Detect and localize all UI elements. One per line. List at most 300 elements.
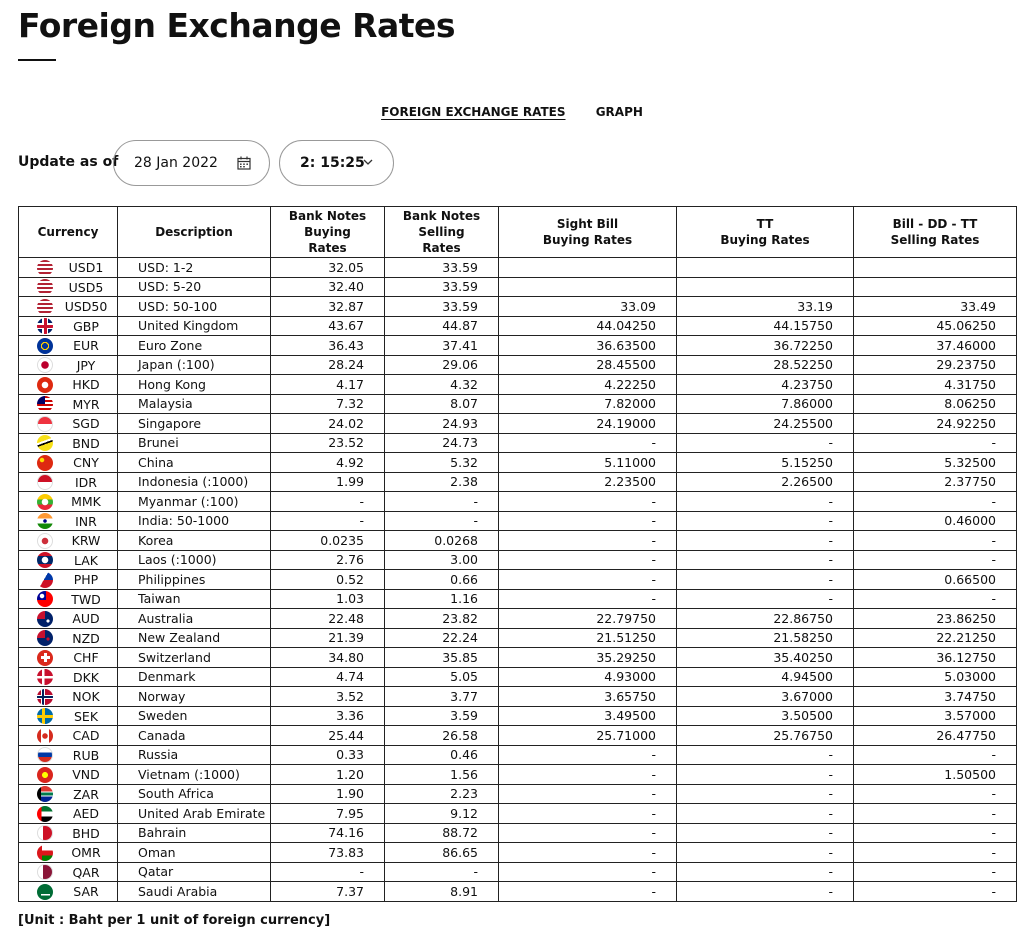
title-underline bbox=[18, 59, 56, 61]
currency-code: KRW bbox=[71, 533, 101, 548]
cell-sight-bill-buying: 5.11000 bbox=[499, 453, 677, 473]
update-label: Update as of bbox=[18, 154, 119, 170]
header-tt-buying: TT Buying Rates bbox=[677, 207, 854, 258]
cell-bill-dd-tt-selling: 8.06250 bbox=[854, 394, 1017, 414]
currency-code: AUD bbox=[72, 611, 100, 626]
table-body bbox=[19, 258, 1017, 902]
us-flag-icon bbox=[37, 299, 53, 315]
cell-tt-buying: 4.23750 bbox=[677, 375, 854, 395]
cell-bank-notes-selling: 88.72 bbox=[385, 823, 499, 843]
cell-bank-notes-selling: 5.05 bbox=[385, 667, 499, 687]
table-row bbox=[19, 316, 1017, 336]
cell-description: Russia bbox=[118, 745, 271, 765]
currency-code: ZAR bbox=[73, 786, 99, 802]
cell-bank-notes-buying: 1.99 bbox=[271, 472, 385, 492]
cell-bill-dd-tt-selling: 29.23750 bbox=[854, 355, 1017, 375]
cell-description: Sweden bbox=[118, 706, 271, 726]
view-tabs bbox=[0, 105, 1024, 119]
cell-bank-notes-selling: 22.24 bbox=[385, 628, 499, 648]
cell-bank-notes-buying: 22.48 bbox=[271, 609, 385, 629]
cell-bill-dd-tt-selling: - bbox=[854, 531, 1017, 551]
cell-description: India: 50-1000 bbox=[118, 511, 271, 531]
cell-currency bbox=[19, 531, 118, 551]
cell-bank-notes-selling: - bbox=[385, 862, 499, 882]
cell-bill-dd-tt-selling: - bbox=[854, 804, 1017, 824]
table-row bbox=[19, 843, 1017, 863]
cell-bank-notes-buying: 2.76 bbox=[271, 550, 385, 570]
cell-bank-notes-buying: 21.39 bbox=[271, 628, 385, 648]
cell-currency bbox=[19, 804, 118, 824]
cell-bank-notes-buying: 73.83 bbox=[271, 843, 385, 863]
unit-note: [Unit : Baht per 1 unit of foreign currency] bbox=[18, 913, 331, 928]
currency-code: MMK bbox=[71, 494, 101, 509]
currency-code: CAD bbox=[72, 728, 100, 743]
cell-bank-notes-buying: 7.95 bbox=[271, 804, 385, 824]
cell-sight-bill-buying: 33.09 bbox=[499, 297, 677, 317]
table-row bbox=[19, 531, 1017, 551]
cell-bill-dd-tt-selling: - bbox=[854, 823, 1017, 843]
cell-tt-buying bbox=[677, 258, 854, 278]
cell-bank-notes-buying: 4.74 bbox=[271, 667, 385, 687]
cell-currency bbox=[19, 843, 118, 863]
cell-currency bbox=[19, 355, 118, 375]
cell-bank-notes-buying: 24.02 bbox=[271, 414, 385, 434]
table-row bbox=[19, 453, 1017, 473]
header-bank-notes-selling: Bank Notes Selling Rates bbox=[385, 207, 499, 258]
cell-currency bbox=[19, 628, 118, 648]
cell-currency bbox=[19, 765, 118, 785]
cell-bill-dd-tt-selling: - bbox=[854, 492, 1017, 512]
cell-tt-buying: 25.76750 bbox=[677, 726, 854, 746]
cell-currency bbox=[19, 589, 118, 609]
cell-tt-buying: - bbox=[677, 843, 854, 863]
currency-code: BND bbox=[72, 435, 100, 451]
currency-code: INR bbox=[75, 513, 97, 529]
cell-tt-buying: 36.72250 bbox=[677, 336, 854, 356]
cell-bill-dd-tt-selling: 22.21250 bbox=[854, 628, 1017, 648]
cell-bank-notes-buying: 32.87 bbox=[271, 297, 385, 317]
cell-sight-bill-buying: 28.45500 bbox=[499, 355, 677, 375]
cell-currency bbox=[19, 433, 118, 453]
currency-code: CHF bbox=[73, 650, 99, 665]
cell-description: Japan (:100) bbox=[118, 355, 271, 375]
no-flag-icon bbox=[37, 689, 53, 705]
eu-flag-icon bbox=[37, 338, 53, 354]
cell-bill-dd-tt-selling: 1.50500 bbox=[854, 765, 1017, 785]
cell-tt-buying: 35.40250 bbox=[677, 648, 854, 668]
table-row bbox=[19, 394, 1017, 414]
om-flag-icon bbox=[37, 845, 53, 861]
cell-sight-bill-buying: 25.71000 bbox=[499, 726, 677, 746]
jp-flag-icon bbox=[37, 357, 53, 373]
au-flag-icon bbox=[37, 611, 53, 627]
cell-bank-notes-selling: 9.12 bbox=[385, 804, 499, 824]
cell-bank-notes-buying: 1.03 bbox=[271, 589, 385, 609]
cell-bill-dd-tt-selling: 37.46000 bbox=[854, 336, 1017, 356]
cell-currency bbox=[19, 472, 118, 492]
table-row bbox=[19, 687, 1017, 707]
cell-description: United Kingdom bbox=[118, 316, 271, 336]
cell-bank-notes-selling: 23.82 bbox=[385, 609, 499, 629]
cell-tt-buying bbox=[677, 277, 854, 297]
table-row bbox=[19, 472, 1017, 492]
cell-bank-notes-buying: 0.33 bbox=[271, 745, 385, 765]
cell-currency bbox=[19, 316, 118, 336]
cell-tt-buying: 21.58250 bbox=[677, 628, 854, 648]
cell-tt-buying: 22.86750 bbox=[677, 609, 854, 629]
cell-bill-dd-tt-selling: - bbox=[854, 433, 1017, 453]
tab-graph[interactable]: GRAPH bbox=[595, 105, 643, 119]
cell-tt-buying: 28.52250 bbox=[677, 355, 854, 375]
currency-code: EUR bbox=[73, 338, 99, 353]
cell-description: Oman bbox=[118, 843, 271, 863]
cell-sight-bill-buying: - bbox=[499, 570, 677, 590]
table-row bbox=[19, 745, 1017, 765]
cell-tt-buying: - bbox=[677, 765, 854, 785]
date-picker[interactable] bbox=[113, 140, 270, 186]
currency-code: RUB bbox=[72, 747, 100, 763]
bh-flag-icon bbox=[37, 825, 53, 841]
cell-description: Brunei bbox=[118, 433, 271, 453]
cell-currency bbox=[19, 667, 118, 687]
ae-flag-icon bbox=[37, 806, 53, 822]
currency-code: MYR bbox=[72, 396, 100, 412]
table-row bbox=[19, 550, 1017, 570]
cell-sight-bill-buying: 36.63500 bbox=[499, 336, 677, 356]
cell-sight-bill-buying: 3.65750 bbox=[499, 687, 677, 707]
cell-tt-buying: - bbox=[677, 550, 854, 570]
cell-currency bbox=[19, 784, 118, 804]
table-row bbox=[19, 628, 1017, 648]
table-row bbox=[19, 823, 1017, 843]
cell-tt-buying: 24.25500 bbox=[677, 414, 854, 434]
cell-bank-notes-buying: - bbox=[271, 492, 385, 512]
my-flag-icon bbox=[37, 396, 53, 412]
cell-tt-buying: 7.86000 bbox=[677, 394, 854, 414]
us-flag-icon bbox=[37, 260, 53, 276]
nz-flag-icon bbox=[37, 630, 53, 646]
cell-description: Vietnam (:1000) bbox=[118, 765, 271, 785]
cell-sight-bill-buying: - bbox=[499, 882, 677, 902]
cell-bill-dd-tt-selling: 23.86250 bbox=[854, 609, 1017, 629]
cell-currency bbox=[19, 453, 118, 473]
currency-code: BHD bbox=[72, 825, 100, 841]
cell-bank-notes-selling: 24.73 bbox=[385, 433, 499, 453]
cell-tt-buying: - bbox=[677, 784, 854, 804]
cell-tt-buying: - bbox=[677, 492, 854, 512]
mm-flag-icon bbox=[37, 494, 53, 510]
id-flag-icon bbox=[37, 474, 53, 490]
cell-bill-dd-tt-selling: 26.47750 bbox=[854, 726, 1017, 746]
cell-sight-bill-buying: 3.49500 bbox=[499, 706, 677, 726]
cell-currency bbox=[19, 258, 118, 278]
ph-flag-icon bbox=[37, 572, 53, 588]
currency-code: IDR bbox=[75, 474, 97, 490]
cell-bank-notes-selling: 4.32 bbox=[385, 375, 499, 395]
cell-bank-notes-selling: 26.58 bbox=[385, 726, 499, 746]
cell-description: United Arab Emirate bbox=[118, 804, 271, 824]
currency-code: GBP bbox=[73, 318, 99, 334]
cell-description: Singapore bbox=[118, 414, 271, 434]
cell-sight-bill-buying bbox=[499, 258, 677, 278]
header-bank-notes-buying: Bank Notes Buying Rates bbox=[271, 207, 385, 258]
cell-bank-notes-buying: - bbox=[271, 511, 385, 531]
sg-flag-icon bbox=[37, 416, 53, 432]
cell-bill-dd-tt-selling: 2.37750 bbox=[854, 472, 1017, 492]
cell-bill-dd-tt-selling: 0.46000 bbox=[854, 511, 1017, 531]
cell-sight-bill-buying: - bbox=[499, 550, 677, 570]
cell-description: Philippines bbox=[118, 570, 271, 590]
cell-bank-notes-buying: 43.67 bbox=[271, 316, 385, 336]
cell-bill-dd-tt-selling: - bbox=[854, 589, 1017, 609]
cell-tt-buying: - bbox=[677, 804, 854, 824]
ca-flag-icon bbox=[37, 728, 53, 744]
cell-bank-notes-buying: 32.05 bbox=[271, 258, 385, 278]
cell-tt-buying: 3.50500 bbox=[677, 706, 854, 726]
cell-description: South Africa bbox=[118, 784, 271, 804]
cell-description: New Zealand bbox=[118, 628, 271, 648]
chevron-down-icon bbox=[363, 158, 373, 166]
table-row bbox=[19, 277, 1017, 297]
ru-flag-icon bbox=[37, 747, 53, 763]
cell-bill-dd-tt-selling: 4.31750 bbox=[854, 375, 1017, 395]
za-flag-icon bbox=[37, 786, 53, 802]
currency-code: OMR bbox=[71, 845, 101, 860]
currency-code: SEK bbox=[73, 708, 99, 724]
cell-currency bbox=[19, 394, 118, 414]
table-row bbox=[19, 609, 1017, 629]
cell-bank-notes-buying: 1.20 bbox=[271, 765, 385, 785]
table-row bbox=[19, 355, 1017, 375]
cell-currency bbox=[19, 882, 118, 902]
cell-bill-dd-tt-selling: - bbox=[854, 550, 1017, 570]
cn-flag-icon bbox=[37, 455, 53, 471]
cell-sight-bill-buying: - bbox=[499, 784, 677, 804]
cell-sight-bill-buying: - bbox=[499, 492, 677, 512]
cell-bank-notes-buying: 74.16 bbox=[271, 823, 385, 843]
cell-description: Taiwan bbox=[118, 589, 271, 609]
currency-code: DKK bbox=[72, 669, 100, 685]
cell-tt-buying: - bbox=[677, 570, 854, 590]
cell-bank-notes-selling: 24.93 bbox=[385, 414, 499, 434]
cell-bank-notes-selling: 33.59 bbox=[385, 258, 499, 278]
cell-bank-notes-selling: 0.0268 bbox=[385, 531, 499, 551]
table-row bbox=[19, 570, 1017, 590]
table-row bbox=[19, 511, 1017, 531]
kr-flag-icon bbox=[37, 533, 53, 549]
currency-code: USD5 bbox=[68, 279, 104, 295]
cell-currency bbox=[19, 823, 118, 843]
table-row bbox=[19, 297, 1017, 317]
tab-foreign-exchange-rates[interactable]: FOREIGN EXCHANGE RATES bbox=[381, 105, 566, 119]
table-row bbox=[19, 726, 1017, 746]
cell-bank-notes-selling: 86.65 bbox=[385, 843, 499, 863]
cell-bill-dd-tt-selling: - bbox=[854, 862, 1017, 882]
table-row bbox=[19, 667, 1017, 687]
cell-currency bbox=[19, 706, 118, 726]
cell-bill-dd-tt-selling: 0.66500 bbox=[854, 570, 1017, 590]
calendar-icon bbox=[237, 156, 251, 170]
cell-tt-buying: - bbox=[677, 511, 854, 531]
currency-code: USD50 bbox=[64, 299, 108, 314]
cell-description: Switzerland bbox=[118, 648, 271, 668]
cell-bank-notes-buying: 36.43 bbox=[271, 336, 385, 356]
cell-sight-bill-buying: - bbox=[499, 589, 677, 609]
time-value: 2: 15:25 bbox=[300, 155, 365, 171]
cell-sight-bill-buying: - bbox=[499, 804, 677, 824]
currency-code: NOK bbox=[72, 689, 100, 704]
cell-sight-bill-buying: 4.93000 bbox=[499, 667, 677, 687]
cell-sight-bill-buying: - bbox=[499, 823, 677, 843]
date-value: 28 Jan 2022 bbox=[134, 155, 218, 171]
cell-sight-bill-buying bbox=[499, 277, 677, 297]
cell-bill-dd-tt-selling: 5.03000 bbox=[854, 667, 1017, 687]
currency-code: NZD bbox=[72, 630, 100, 646]
cell-description: USD: 1-2 bbox=[118, 258, 271, 278]
cell-description: Laos (:1000) bbox=[118, 550, 271, 570]
cell-description: Saudi Arabia bbox=[118, 882, 271, 902]
se-flag-icon bbox=[37, 708, 53, 724]
cell-currency bbox=[19, 336, 118, 356]
currency-code: HKD bbox=[72, 377, 100, 392]
cell-bank-notes-buying: 32.40 bbox=[271, 277, 385, 297]
cell-description: Malaysia bbox=[118, 394, 271, 414]
cell-bill-dd-tt-selling: 33.49 bbox=[854, 297, 1017, 317]
cell-sight-bill-buying: 24.19000 bbox=[499, 414, 677, 434]
cell-bank-notes-selling: 2.38 bbox=[385, 472, 499, 492]
cell-currency bbox=[19, 745, 118, 765]
cell-bank-notes-selling: 37.41 bbox=[385, 336, 499, 356]
cell-bill-dd-tt-selling bbox=[854, 277, 1017, 297]
currency-code: PHP bbox=[73, 572, 99, 587]
table-row bbox=[19, 648, 1017, 668]
cell-bank-notes-selling: 29.06 bbox=[385, 355, 499, 375]
page-title: Foreign Exchange Rates bbox=[18, 6, 456, 45]
cell-sight-bill-buying: 7.82000 bbox=[499, 394, 677, 414]
time-select[interactable] bbox=[279, 140, 394, 186]
in-flag-icon bbox=[37, 513, 53, 529]
cell-sight-bill-buying: 2.23500 bbox=[499, 472, 677, 492]
cell-sight-bill-buying: - bbox=[499, 843, 677, 863]
cell-bill-dd-tt-selling: 3.74750 bbox=[854, 687, 1017, 707]
cell-description: USD: 5-20 bbox=[118, 277, 271, 297]
cell-currency bbox=[19, 687, 118, 707]
cell-bank-notes-selling: 1.56 bbox=[385, 765, 499, 785]
cell-bank-notes-buying: 28.24 bbox=[271, 355, 385, 375]
cell-bank-notes-selling: 33.59 bbox=[385, 297, 499, 317]
cell-tt-buying: 5.15250 bbox=[677, 453, 854, 473]
cell-bank-notes-selling: 0.66 bbox=[385, 570, 499, 590]
cell-description: Bahrain bbox=[118, 823, 271, 843]
tw-flag-icon bbox=[37, 591, 53, 607]
header-bill-dd-tt-selling: Bill - DD - TT Selling Rates bbox=[854, 207, 1017, 258]
cell-bill-dd-tt-selling: 36.12750 bbox=[854, 648, 1017, 668]
cell-sight-bill-buying: 35.29250 bbox=[499, 648, 677, 668]
cell-tt-buying: - bbox=[677, 823, 854, 843]
cell-currency bbox=[19, 277, 118, 297]
cell-sight-bill-buying: - bbox=[499, 511, 677, 531]
cell-currency bbox=[19, 414, 118, 434]
currency-code: QAR bbox=[72, 864, 100, 880]
cell-sight-bill-buying: 21.51250 bbox=[499, 628, 677, 648]
cell-sight-bill-buying: - bbox=[499, 745, 677, 765]
table-row bbox=[19, 784, 1017, 804]
cell-description: Hong Kong bbox=[118, 375, 271, 395]
table-row bbox=[19, 433, 1017, 453]
cell-bank-notes-selling: 5.32 bbox=[385, 453, 499, 473]
cell-tt-buying: 33.19 bbox=[677, 297, 854, 317]
cell-bill-dd-tt-selling: 45.06250 bbox=[854, 316, 1017, 336]
cell-tt-buying: - bbox=[677, 862, 854, 882]
cell-currency bbox=[19, 550, 118, 570]
table-header-row bbox=[19, 207, 1017, 258]
cell-bill-dd-tt-selling: - bbox=[854, 882, 1017, 902]
currency-code: SAR bbox=[73, 884, 99, 899]
cell-bank-notes-buying: 4.92 bbox=[271, 453, 385, 473]
cell-bank-notes-buying: 0.0235 bbox=[271, 531, 385, 551]
cell-bank-notes-selling: 8.91 bbox=[385, 882, 499, 902]
cell-currency bbox=[19, 726, 118, 746]
header-currency: Currency bbox=[19, 207, 118, 258]
table-row bbox=[19, 765, 1017, 785]
header-description: Description bbox=[118, 207, 271, 258]
cell-description: Denmark bbox=[118, 667, 271, 687]
cell-bank-notes-selling: 44.87 bbox=[385, 316, 499, 336]
cell-bill-dd-tt-selling: 5.32500 bbox=[854, 453, 1017, 473]
sa-flag-icon bbox=[37, 884, 53, 900]
cell-bank-notes-buying: 4.17 bbox=[271, 375, 385, 395]
cell-tt-buying: 2.26500 bbox=[677, 472, 854, 492]
hk-flag-icon bbox=[37, 377, 53, 393]
cell-currency bbox=[19, 862, 118, 882]
cell-bank-notes-selling: 33.59 bbox=[385, 277, 499, 297]
cell-bill-dd-tt-selling: - bbox=[854, 843, 1017, 863]
cell-description: Qatar bbox=[118, 862, 271, 882]
cell-currency bbox=[19, 648, 118, 668]
table-row bbox=[19, 882, 1017, 902]
cell-bank-notes-selling: 0.46 bbox=[385, 745, 499, 765]
cell-bank-notes-buying: 3.36 bbox=[271, 706, 385, 726]
currency-code: SGD bbox=[72, 416, 100, 431]
cell-bank-notes-buying: 7.37 bbox=[271, 882, 385, 902]
table-row bbox=[19, 589, 1017, 609]
cell-tt-buying: - bbox=[677, 745, 854, 765]
cell-bank-notes-buying: 25.44 bbox=[271, 726, 385, 746]
cell-bank-notes-selling: - bbox=[385, 492, 499, 512]
cell-currency bbox=[19, 511, 118, 531]
cell-bill-dd-tt-selling bbox=[854, 258, 1017, 278]
cell-description: Australia bbox=[118, 609, 271, 629]
cell-tt-buying: 3.67000 bbox=[677, 687, 854, 707]
cell-bill-dd-tt-selling: 3.57000 bbox=[854, 706, 1017, 726]
cell-bank-notes-selling: 3.77 bbox=[385, 687, 499, 707]
vn-flag-icon bbox=[37, 767, 53, 783]
cell-bill-dd-tt-selling: 24.92250 bbox=[854, 414, 1017, 434]
cell-bank-notes-buying: - bbox=[271, 862, 385, 882]
cell-currency bbox=[19, 492, 118, 512]
cell-currency bbox=[19, 375, 118, 395]
cell-sight-bill-buying: 44.04250 bbox=[499, 316, 677, 336]
cell-tt-buying: - bbox=[677, 882, 854, 902]
cell-bank-notes-selling: 35.85 bbox=[385, 648, 499, 668]
dk-flag-icon bbox=[37, 669, 53, 685]
cell-description: USD: 50-100 bbox=[118, 297, 271, 317]
cell-currency bbox=[19, 297, 118, 317]
currency-code: USD1 bbox=[68, 260, 104, 275]
cell-description: Canada bbox=[118, 726, 271, 746]
table-row bbox=[19, 862, 1017, 882]
ch-flag-icon bbox=[37, 650, 53, 666]
